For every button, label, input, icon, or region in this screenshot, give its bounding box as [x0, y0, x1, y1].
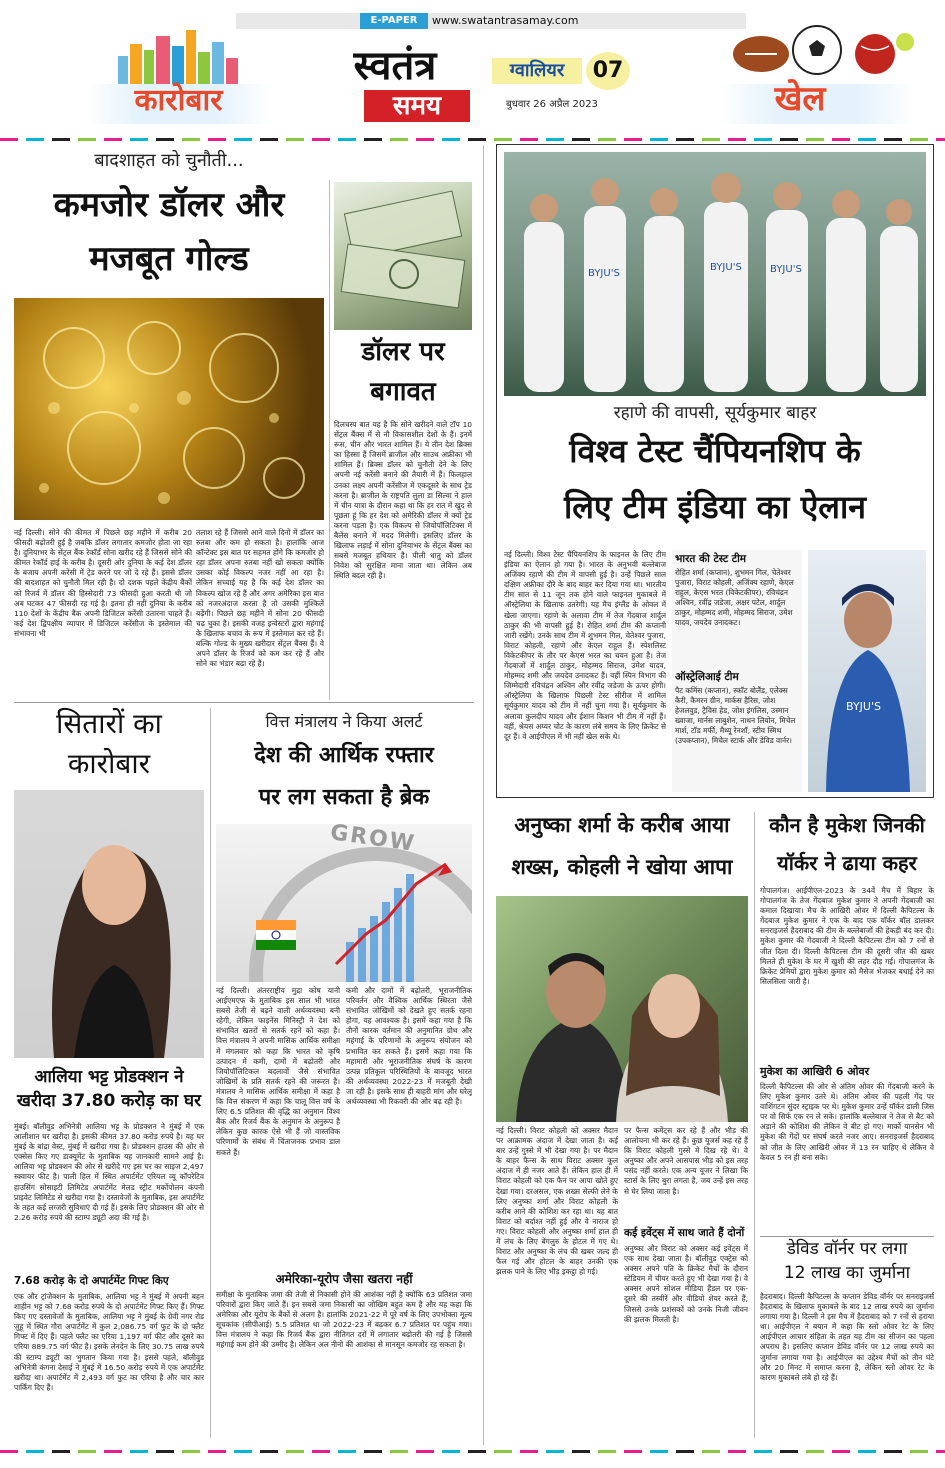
footer-divider	[0, 1450, 945, 1453]
logo-line2: समय	[392, 91, 442, 121]
svg-text:BYJU'S: BYJU'S	[710, 262, 742, 273]
gold-dollar-divider	[329, 180, 330, 700]
mukesh-subhead: मुकेश का आखिरी 6 ओवर	[760, 1065, 870, 1078]
warner-headline-2: 12 लाख का जुर्माना	[783, 1263, 911, 1283]
wtc-headline-2: लिए टीम इंडिया का ऐलान	[563, 488, 867, 526]
virat-anushka-photo	[496, 896, 748, 1122]
gold-body-col2: तलाश रहे हैं जिससे आने वाले दिनों में डॉलर का रुतबा और कम हो सकता है। हालांकि आज कॉन्टेक्ट इस बात पर सहमत होंगे कि कमजोर हो रहा डॉलर अपना रुतबा नहीं खो सकता क्योंकि उसका कोई विकल्प नजर नहीं आ रहा है। लेकिन सच्चाई यह है कि कई देश डॉलर का विकल्प खोज रहे हैं और अगर अमेरिका इस बात को नजरअंदाज करता है तो उसकी मुश्किलें बढ़ेंगी। पिछले छह महीने में सोना 20 फीसदी चढ़ चुका है। इसकी वजह इन्वेस्टरों द्वारा महंगाई के खिलाफ बचाव के रूप में इस्तेमाल कर रहे हैं। बल्कि गोल्ड के मुख्य खरीदार सेंट्रल बैंक्स हैं। वे अपने डॉलर के रिजर्व को कम कर रहे हैं और सोने का भंडार बढ़ा रहे हैं।	[196, 528, 324, 669]
anushka-body-col2b: अनुष्का और विराट को अक्सर कई इवेंट्स में एक साथ देखा जाता है। बॉलीवुड एक्ट्रेस को अक्सर अपने पति के क्रिकेट मैचों के दौरान स्टेडियम में चीयर करते हुए भी देखा गया है। वे अक्सर अपने सोशल मीडिया हैंडल पर एक-दूसरे की तस्वीरें और वीडियो शेयर करते हैं, जिससे उनके प्रशंसकों को उनके निजी जीवन की झलक मिलती है।	[624, 1244, 748, 1324]
skyline-icon	[108, 16, 248, 86]
anushka-subhead: कई इवेंट्स में साथ जाते हैं दोनों	[624, 1227, 745, 1239]
masthead-divider	[0, 138, 945, 141]
aus-squad-title: ऑस्ट्रेलिआई टीम	[675, 671, 739, 683]
stars-section-2: कारोबार	[67, 747, 151, 780]
city-name: ग्वालियर	[509, 60, 565, 81]
masthead	[0, 0, 945, 140]
svg-text:BYJU'S: BYJU'S	[770, 264, 802, 275]
wtc-body: नई दिल्ली। विश्व टेस्ट चैंपियनशिप के फाइनल के लिए टीम इंडिया का ऐलान हो गया है। भारत के अनुभवी बल्लेबाज अजिंक्य रहाणे की टीम में वापसी हुई है। उन्हें पिछले साल दक्षिण अफ्रीका दौरे के बाद बाहर कर दिया गया था। भारतीय टीम सात से 11 जून तक होने वाले फाइनल मुकाबले में ऑस्ट्रेलिया के खिलाफ उतरेगी। यह मैच इंग्लैंड के ओवल में खेला जाएगा। रहाणे के अलावा टीम में तेज गेंदबाज शार्दुल ठाकुर की भी वापसी हुई है। रोहित शर्मा टीम की कप्तानी जारी रखेंगे। उनके साथ टीम में शुभमन गिल, चेतेश्वर पुजारा, विराट कोहली, रहाणे और केएल राहुल हैं। स्पेशलिस्ट विकेटकीपर के तौर पर केएस भरत का चयन हुआ है। तेज गेंदबाजों में शार्दुल ठाकुर, मोहम्मद सिराज, उमेश यादव, मोहम्मद शमी और जयदेव उनादकट हैं। वहीं स्पिन विभाग की जिम्मेदारी रविचंद्रन अश्विन और रवींद्र जडेजा के ऊपर होगी। ऑस्ट्रेलिया के खिलाफ पिछली टेस्ट सीरीज में शामिल सूर्यकुमार यादव को टीम में नहीं चुना गया है। सूर्यकुमार के अलावा कुलदीप यादव और ईशान किशन भी टीम में नहीं हैं। वहीं, श्रेयस अय्यर चोट के कारण लंबे समय के लिए क्रिकेट से दूर हैं। वे आईपीएल में भी नहीं खेल सके थे।	[504, 550, 666, 741]
economy-body-col1: नई दिल्ली। अंतरराष्ट्रीय मुद्रा कोष यानी आईएमएफ के मुताबिक इस साल भी भारत सबसे तेजी से बढ़ने वाली अर्थव्यवस्था बनी रहेगी, लेकिन फाइनेंस मिनिस्ट्री ने देश को संभावित खतरों से सतर्क रहने को कहा है। वित्त मंत्रालय ने अपनी मासिक आर्थिक समीक्षा में मंगलवार को कहा कि भारत को कृषि उत्पादन में कमी, दामों में बढ़ोतरी और जियोपॉलिटिकल बदलावों जैसे संभावित जोखिमों के प्रति सतर्क रहने की जरूरत है। मंत्रालय ने मासिक आर्थिक समीक्षा में कहा है कि वित्त संकरण में कहा कि चालू वित्त वर्ष के लिए 6.5 प्रतिशत की वृद्धि का अनुमान विश्व बैंक और रिजर्व बैंक के अनुमान के अनुरूप है लेकिन कुछ कारक ऐसे भी हैं जो वास्तविक परिणामों के संबंध में चिंताजनक प्रभाव डाल सकते हैं।	[216, 986, 340, 1157]
alia-body-2: एक और ट्रांजेक्शन के मुताबिक, आलिया भट्ट ने मुंबई में अपनी बहन शाहीन भट्ट को 7.68 करोड़ रुपये के दो अपार्टमेंट गिफ्ट किए हैं। गिफ्ट किए गए दस्तावेजों के मुताबिक, आलिया भट्ट ने मुंबई के ग्रेवी नगर रोड जुहू में स्थित गौरा अपार्टमेंट में कुल 2,086.75 वर्ग फुट के दो फ्लैट गिफ्ट में दिए हैं। पहले फ्लैट का एरिया 1,197 वर्ग फीट और दूसरे का एरिया 889.75 वर्ग फीट है। इसके लेनदेन के लिए 30.75 लाख रुपये की स्टाम्प ड्यूटी का भुगतान किया गया है। इससे पहले, बॉलीवुड अभिनेत्री कंगना देसाई ने मुंबई में 16.50 करोड़ रुपये में एक अपार्टमेंट खरीदा था। अपार्टमेंट में 2,493 वर्ग फुट का एरिया है और चार कार पार्किंग दिए हैं।	[14, 1292, 204, 1392]
alia-economy-divider	[210, 708, 211, 1438]
dollar-notes-photo	[334, 182, 472, 330]
gold-headline-1: कमजोर डॉलर और	[53, 185, 285, 225]
aus-squad-list: पैट कमिंस (कप्तान), स्कॉट बोलैंड, एलेक्स कैरी, कैमरन ग्रीन, मार्कस हैरिस, जोश हेजलवुड, ट्रैविस हेड, जोश इंगलिस, उस्मान ख्वाजा, मार्नस लाबुशेन, नाथन लियोन, मिचेल मार्श, टॉड मर्फी, मैथ्यू रेनशॉ, स्टीव स्मिथ (उपकप्तान), मिचेल स्टार्क और डेविड वार्नर।	[675, 686, 796, 746]
issue-date: बुधवार 26 अप्रैल 2023	[506, 99, 598, 110]
warner-body: हैदराबाद। दिल्ली कैपिटल्स के कप्तान डेविड वॉर्नर पर सनराइजर्स हैदराबाद के खिलाफ मुकाबले के बाद 12 लाख रुपये का जुर्माना लगाया गया है। दिल्ली ने इस मैच में हैदराबाद को 7 रनों से हराया था। आईपीएल ने बयान में कहा कि स्लो ओवर रेट के लिए आईपीएल आचार संहिता के तहत यह टीम का सीजन का पहला अपराध है। इसलिए कप्तान डेविड वॉर्नर पर 12 लाख रुपये का जुर्माना लगाया गया है। आईपीएल का उद्देश्य मैचों को तीन घंटे और 20 मिनट में समाप्त करना है, लेकिन स्लो ओवर रेट के कारण मुकाबले लंबे हो रहे हैं।	[760, 1292, 934, 1382]
dollar-headline-1: डॉलर पर	[361, 337, 445, 367]
growth-word: GROW	[328, 820, 418, 857]
page-number: 07	[592, 58, 624, 83]
anushka-headline-1: अनुष्का शर्मा के करीब आया	[514, 813, 730, 837]
anushka-headline-2: शख्स, कोहली ने खोया आपा	[511, 855, 733, 879]
logo-line1: स्वतंत्र	[353, 43, 437, 89]
gold-body-col1: नई दिल्ली। सोने की कीमत में पिछले छह महीने में करीब 20 फीसदी बढ़ोतरी हुई है जबकि डॉलर लगातार कमजोर होता जा रहा है। दुनियाभर के सेंट्रल बैंक रेकॉर्ड सोना खरीद रहे हैं जिससे सोने की कीमत रेकॉर्ड हाई के करीब है। दूसरी ओर दुनिया के कई देश डॉलर के बजाय अपनी करेंसी में ट्रेड करने पर जो दे रहे हैं। इससे डॉलर की बादशाहत को चुनौती मिल रही है। दो दशक पहले केंद्रीय बैंकों को रिजर्व में डॉलर की हिस्सेदारी 73 फीसदी हुआ करती थी जो अब घटकर 47 फीसदी रह गई है। इतना ही नहीं दुनिया के करीब 110 देशों के केंद्रीय बैंक अपनी डिजिटल करेंसी उतारना चाहते हैं। कई देश द्विपक्षीय व्यापार में डिजिटल करेंसीज के इस्तेमाल की संभावना भी	[14, 528, 192, 638]
epaper-badge: E-PAPER	[360, 13, 428, 29]
growth-graphic-photo	[216, 824, 472, 982]
right-section-title: खेल	[774, 79, 826, 119]
mukesh-body-2: दिल्ली कैपिटल्स की ओर से अंतिम ओवर की गेंदबाजी करने के लिए मुकेश कुमार उतरे थे। अंतिम ओवर की पहली गेंद पर वाशिंगटन सुंदर स्ट्राइक पर थे। मुकेश कुमार उन्हें यॉर्कर डाली जिस पर वो सिर्फ एक रन ले सके। हालांकि बल्लेबाज ने तेज से बैट को अड़ाने की कोशिश की लेकिन वे बीट हो गए। मार्को यानसेन भी मुकेश की गेंदों पर संघर्ष करते नजर आए। सनराइजर्स हैदराबाद को जीत के लिए आखिरी ओवर में 13 रन चाहिए थे लेकिन वे केवल 5 रन ही बना सके।	[760, 1082, 934, 1162]
mukesh-body: गोपालगंज। आईपीएल-2023 के 34वें मैच में बिहार के गोपालगंज के तेज गेंदबाज मुकेश कुमार ने अपनी गेंदबाजी का कमाल दिखाया। मैच के आखिरी ओवर में दिल्ली कैपिटल्स के गेंदबाज मुकेश कुमार ने एक के बाद एक यॉर्कर बॉल डालकर सनराइजर्स हैदराबाद की टीम के बल्लेबाजों की हेकड़ी बंद कर दी। मुकेश कुमार की गेंदबाजी ने दिल्ली कैपिटल्स टीम को 7 रनों से जीत दिला दी। दिल्ली कैपिटल्स टीम की दूसरी जीत की खबर मिलते ही मुकेश के घर में खुशी की लहर दौड़ गई। गोपालगंज के क्रिकेट प्रेमियों द्वारा मुकेश कुमार को मैसेज भेजकर बधाई देने का सिलसिला जारी है।	[760, 886, 934, 986]
economy-body-3: समीक्षा के मुताबिक जमा की तेजी से निकासी होने की आशंका नहीं है क्योंकि 63 प्रतिशत जमा परिवारों द्वारा किए जाते हैं। इन सबसे जमा निकासी का जोखिम बहुत कम है और यह कहा कि अमेरिका और यूरोप के बैंकों से अलग है। हालांकि 2021-22 में पूरे वर्ष के लिए उपभोक्ता मूल्य सूचकांक (सीपीआई) 5.5 प्रतिशत था जो 2022-23 में बढ़कर 6.7 प्रतिशत पर पहुंच गया। वित्त मंत्रालय ने कहा कि रिजर्व बैंक द्वारा नीतिगत दरों में लगातार बढ़ोतरी की गई है जिससे महंगाई कम होने की उम्मीद है। लेकिन अल नीनो की आशंका से मानसून कमजोर रह सकता है।	[216, 1290, 472, 1350]
dollar-headline-2: बगावत	[370, 377, 436, 407]
india-squad-list: रोहित शर्मा (कप्तान), शुभमन गिल, चेतेश्वर पुजारा, विराट कोहली, अजिंक्य रहाणे, केएल राहुल, केएस भरत (विकेटकीपर), रविचंद्रन अश्विन, रवींद्र जडेजा, अक्षर पटेल, शार्दुल ठाकुर, मोहम्मद शमी, मोहम्मद सिराज, उमेश यादव, जयदेव उनादकट।	[675, 568, 794, 628]
economy-kicker: वित्त मंत्रालय ने किया अलर्ट	[265, 712, 423, 731]
svg-text:BYJU'S: BYJU'S	[846, 700, 881, 713]
sports-balls-icon	[725, 20, 915, 80]
rahane-photo	[808, 550, 926, 792]
economy-headline-1: देश की आर्थिक रफ्तार	[254, 743, 434, 768]
gold-jewellery-photo	[14, 298, 324, 520]
warner-headline-1: डेविड वॉर्नर पर लगा	[786, 1239, 908, 1259]
gold-headline-2: मजबूत गोल्ड	[89, 239, 249, 279]
stars-section-1: सितारों का	[56, 707, 162, 740]
svg-text:BYJU'S: BYJU'S	[588, 268, 620, 279]
wtc-headline-1: विश्व टेस्ट चैंपियनशिप के	[569, 432, 861, 470]
left-hrule-1	[14, 702, 474, 703]
mukesh-warner-rule	[760, 1236, 934, 1237]
economy-headline-2: पर लग सकता है ब्रेक	[258, 785, 430, 810]
alia-headline-2: खरीदा 37.80 करोड़ का घर	[16, 1091, 202, 1111]
mukesh-headline-2: यॉर्कर ने ढाया कहर	[777, 851, 917, 875]
alia-subhead: 7.68 करोड़ के दो अपार्टमेंट गिफ्ट किए	[14, 1275, 169, 1287]
site-url[interactable]: www.swatantrasamay.com	[432, 14, 579, 27]
gold-kicker: बादशाहत को चुनौती...	[94, 150, 244, 171]
anushka-mukesh-divider	[754, 812, 755, 1438]
half-divider	[483, 145, 484, 1445]
anushka-body-col1: नई दिल्ली। विराट कोहली को अक्सर मैदान पर आक्रामक अंदाज में देखा जाता है। कई बार उन्हें गुस्से में भी देखा गया है। पर मैदान के बाहर फैन्स के साथ विराट अक्सर कूल अंदाज में ही नजर आते हैं। लेकिन हाल ही में विराट कोहली को एक फैन पर आपा खोते हुए देखा गया। दरअसल, एक शख्स सेल्फी लेने के लिए अनुष्का शर्मा और विराट कोहली के करीब आने की कोशिश कर रहा था। यह बात विराट को बर्दाश्त नहीं हुई और वे नाराज हो गए। विराट कोहली और अनुष्का शर्मा हाल ही में लंच के लिए बेंगलुरु के होटल में गए थे। विराट और अनुष्का के लंच की खबर जल्द ही फैल गई और होटल के बाहर उनकी एक झलक पाने के लिए भीड़ इकट्ठा हो गई।	[496, 1126, 618, 1277]
economy-subhead: अमेरिका-यूरोप जैसा खतरा नहीं	[275, 1272, 413, 1286]
dollar-body: दिलचस्प बात यह है कि सोने खरीदने वाले टॉप 10 सेंट्रल बैंक्स में से नौ विकासशील देशों के हैं। इनमें रूस, चीन और भारत शामिल हैं। ये तीन देश ब्रिक्स का हिस्सा हैं जिसमें ब्राजील और साउथ अफ्रीका भी शामिल हैं। ब्रिक्स डॉलर को चुनौती देने के लिए अपनी नई करेंसी बनाने की तैयारी में हैं। फिलहाल उनका लक्ष्य अपनी करेंसीज में एकदूसरे के साथ ट्रेड करना है। ब्राजील के राष्ट्रपति लुला डा सिल्वा ने हाल में चीन यात्रा के दौरान कहा था कि हर रात में खुद से पूछता हूं कि हर देश को अमेरिकी डॉलर में क्यों ट्रेड करना पड़ता है। एक विकल्प से जियोपॉलिटिक्स में बैलेंस बनाने में मदद मिलेगी। इसलिए डॉलर के खिलाफ लड़ाई में सोना दुनियाभर के सेंट्रल बैंक्स का सबसे मजबूत हथियार है। पीली धातु को डॉलर निवेश को सुरक्षित माना जाता था। लेकिन अब स्थिति बदल रही है।	[334, 420, 472, 581]
mukesh-headline-1: कौन है मुकेश जिनकी	[769, 813, 925, 837]
economy-body-col2: कमी और दामों में बढ़ोतरी, भूराजनीतिक परिवर्तन और वैश्विक आर्थिक स्थिरता जैसे संभावित जोखिमों को देखते हुए सतर्क रहना होगा, यह आवश्यक है। इसमें कहा गया है कि तीनों कारक वर्तमान की अनुमानित ग्रोथ और महंगाई के परिणामों के अनुरूप संयोजन को प्रभावित कर सकते हैं। इसमें कहा गया कि महामारी और भूराजनीतिक संघर्ष के कारण उत्पन्न प्रतिकूल परिस्थितियों के बावजूद भारत की अर्थव्यवस्था 2022-23 में मजबूती देखी जा रही है। इसके साथ ही बाहरी मांग और घरेलू अर्थव्यवस्था भी रिकवरी की ओर बढ़ रही है।	[346, 986, 472, 1107]
india-squad-title: भारत की टेस्ट टीम	[675, 553, 747, 565]
team-india-photo	[504, 152, 926, 396]
alia-portrait-photo	[14, 790, 204, 1058]
alia-headline-1: आलिया भट्ट प्रोडक्शन ने	[34, 1067, 184, 1087]
anushka-body-col2: पर फैन्स कमेंट्स कर रहे हैं और भीड़ की आलोचना भी कर रहे हैं। कुछ यूजर्स कह रहे हैं कि विराट कोहली गुस्से में दिख रहे थे। वे अनुष्का और अपने आसपास भीड़ को इस तरह पसंद नहीं करते। एक अन्य यूजर ने लिखा कि स्टार्स के लिए बुरा लगता है, जब उन्हें इस तरह से घेर लिया जाता है।	[624, 1126, 748, 1196]
alia-body-1: मुंबई। बॉलीवुड अभिनेत्री आलिया भट्ट के प्रोडक्शन ने मुंबई में एक आलीशान घर खरीदा है। इसकी कीमत 37.80 करोड़ रुपये है। यह घर मुंबई के बांद्रा वेस्ट, मुंबई में खरीदा गया है। प्रोडक्शन हाउस की ओर से एक्सेस किए गए डाक्यूमेंट के मुताबिक यह जानकारी सामने आई है। आलिया भट्ट प्रोडक्शन की ओर से खरीदे गए इस घर का साइज 2,497 स्क्वायर फीट है। पाली हिल में स्थित अपार्टमेंट एरियल व्यू कॉपरेटिव हाउसिंग सोसाइटी लिमिटेड अपार्टमेंट मेलड स्ट्रीट मर्कोपोलन कंपनी प्राइवेट लिमिटेड से खरीदा गया है। दस्तावेजों के मुताबिक, इस अपार्टमेंट के तहत कई लग्जरी सुविधाएं दी गई हैं। इसके लिए प्रोडक्शन की ओर से 2.26 करोड़ रुपये की स्टाम्प ड्यूटी अदा की गई है।	[14, 1122, 204, 1222]
wtc-kicker: रहाणे की वापसी, सूर्यकुमार बाहर	[613, 403, 817, 423]
left-section-title: कारोबार	[134, 83, 223, 118]
